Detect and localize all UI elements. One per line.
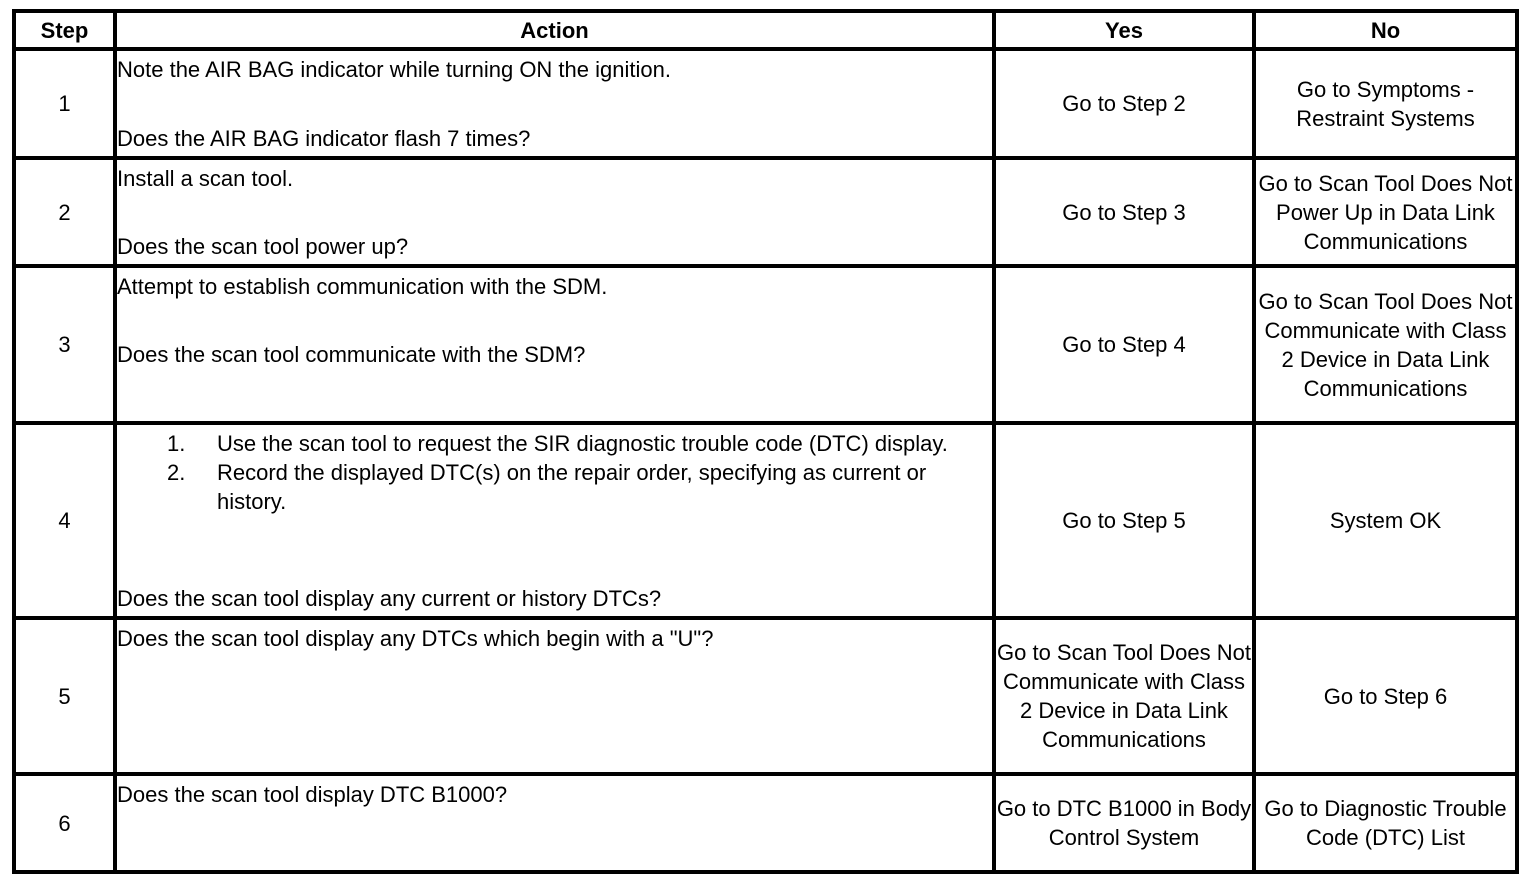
action-cell: [115, 158, 994, 266]
action-instruction: Note the AIR BAG indicator while turning ON the ignition.: [117, 56, 671, 82]
no-result: Go to Symptoms - Restraint Systems: [1254, 49, 1517, 158]
table-row: [14, 774, 1517, 872]
no-result: System OK: [1254, 423, 1517, 618]
action-question: Does the AIR BAG indicator flash 7 times?: [117, 125, 531, 151]
yes-result: Go to DTC B1000 in Body Control System: [994, 774, 1254, 872]
diagnostic-table: [12, 9, 1519, 874]
action-instruction: Install a scan tool.: [117, 165, 294, 191]
sub-step-number: 1.: [167, 430, 186, 456]
sub-step-text: Record the displayed DTC(s) on the repair order, specifying as current or history.: [217, 459, 927, 514]
step-number: 1: [14, 49, 115, 158]
table-row: [14, 423, 1517, 618]
header-row: [14, 11, 1517, 49]
table-row: [14, 49, 1517, 158]
header-action: Action: [115, 11, 994, 49]
no-result: Go to Scan Tool Does Not Communicate with Class 2 Device in Data Link Communications: [1254, 266, 1517, 423]
action-question: Does the scan tool display DTC B1000?: [117, 781, 508, 807]
yes-result: Go to Scan Tool Does Not Communicate with Class 2 Device in Data Link Communications: [994, 618, 1254, 774]
yes-result: Go to Step 3: [994, 158, 1254, 266]
action-question: Does the scan tool display any current or history DTCs?: [117, 585, 662, 611]
action-cell: [115, 618, 994, 774]
sub-step-list: [117, 429, 992, 516]
header-no: No: [1254, 11, 1517, 49]
no-result: Go to Scan Tool Does Not Power Up in Data Link Communications: [1254, 158, 1517, 266]
no-result: Go to Diagnostic Trouble Code (DTC) List: [1254, 774, 1517, 872]
yes-result: Go to Step 2: [994, 49, 1254, 158]
action-question: Does the scan tool communicate with the SDM?: [117, 341, 586, 367]
header-yes: Yes: [994, 11, 1254, 49]
step-number: 4: [14, 423, 115, 618]
yes-result: Go to Step 5: [994, 423, 1254, 618]
action-cell: [115, 774, 994, 872]
step-number: 5: [14, 618, 115, 774]
no-result: Go to Step 6: [1254, 618, 1517, 774]
sub-step: [117, 458, 992, 516]
action-cell: [115, 266, 994, 423]
sub-step-text: Use the scan tool to request the SIR diagnostic trouble code (DTC) display.: [217, 430, 948, 456]
action-cell: [115, 423, 994, 618]
action-cell: [115, 49, 994, 158]
step-number: 3: [14, 266, 115, 423]
yes-result: Go to Step 4: [994, 266, 1254, 423]
step-number: 2: [14, 158, 115, 266]
step-number: 6: [14, 774, 115, 872]
table-row: [14, 158, 1517, 266]
action-instruction: Attempt to establish communication with the SDM.: [117, 273, 608, 299]
table-row: [14, 266, 1517, 423]
sub-step: [117, 429, 992, 458]
sub-step-number: 2.: [167, 459, 186, 485]
header-step: Step: [14, 11, 115, 49]
action-question: Does the scan tool display any DTCs which begin with a "U"?: [117, 625, 714, 651]
action-question: Does the scan tool power up?: [117, 233, 409, 259]
table-row: [14, 618, 1517, 774]
